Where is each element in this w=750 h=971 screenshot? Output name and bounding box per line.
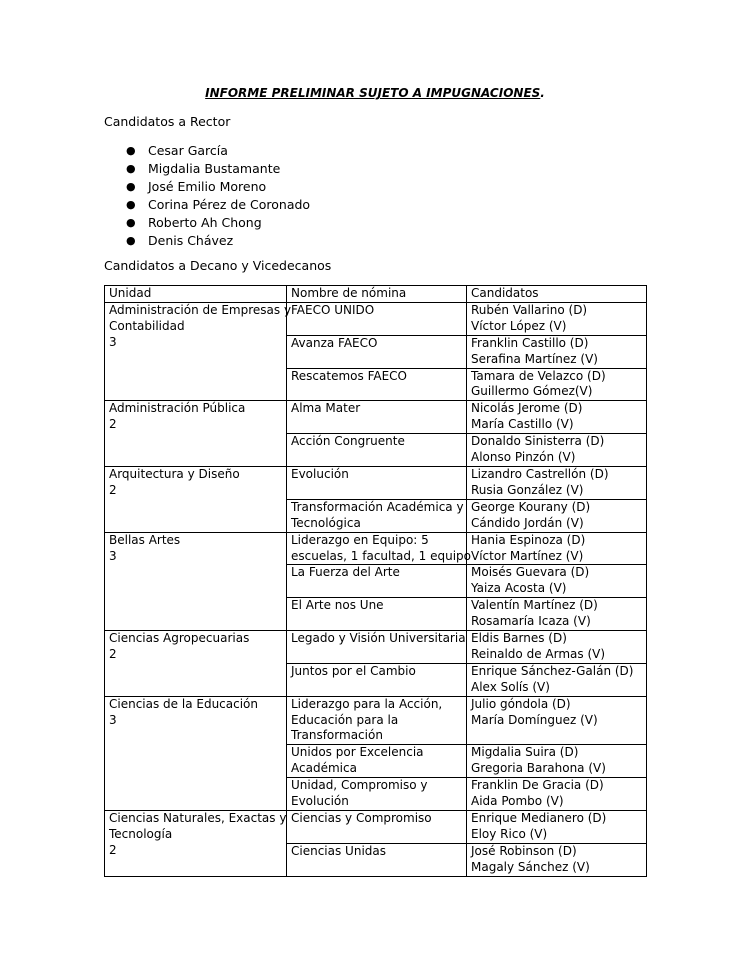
rector-candidate-name: Roberto Ah Chong	[148, 215, 262, 230]
rector-candidate-name: Cesar García	[148, 143, 228, 158]
slate-candidates-cell	[467, 466, 647, 499]
unit-count: 2	[109, 646, 117, 661]
slate-name-cell	[287, 335, 467, 368]
candidate-name: María Domínguez (V)	[471, 712, 598, 727]
unit-count: 2	[109, 482, 117, 497]
candidate-name: María Castillo (V)	[471, 417, 574, 432]
rector-candidate-item	[104, 214, 310, 232]
candidate-name: Alonso Pinzón (V)	[471, 450, 576, 465]
candidate-name: George Kourany (D)	[471, 499, 591, 514]
candidate-name: Valentín Martínez (D)	[471, 598, 598, 613]
candidate-name: José Robinson (D)	[471, 843, 577, 858]
slate-candidates-cell	[467, 532, 647, 565]
unit-name: Administración Pública	[109, 401, 246, 416]
table-row	[105, 466, 647, 499]
slate-name-cell	[287, 598, 467, 631]
bullet-icon: ●	[126, 216, 136, 229]
bullet-icon: ●	[126, 234, 136, 247]
unit-count: 3	[109, 334, 117, 349]
slate-name: El Arte nos Une	[291, 598, 384, 613]
slate-name: Académica	[291, 761, 357, 776]
candidate-name: Moisés Guevara (D)	[471, 565, 590, 580]
unit-cell	[105, 401, 287, 467]
unit-name: Ciencias Agropecuarias	[109, 631, 250, 646]
table-row	[105, 302, 647, 335]
bullet-icon: ●	[126, 180, 136, 193]
unit-count: 3	[109, 712, 117, 727]
unit-name: Ciencias Naturales, Exactas y	[109, 811, 287, 825]
table-row	[105, 811, 647, 844]
slate-candidates-cell	[467, 565, 647, 598]
slate-name-cell	[287, 663, 467, 696]
candidate-name: Aida Pombo (V)	[471, 794, 564, 809]
unit-count: 3	[109, 548, 117, 563]
slate-candidates-cell	[467, 302, 647, 335]
slate-candidates-cell	[467, 335, 647, 368]
slate-name: Educación para la	[291, 712, 399, 727]
slate-name: Liderazgo para la Acción,	[291, 696, 443, 711]
slate-name-cell	[287, 843, 467, 876]
unit-cell	[105, 696, 287, 810]
candidate-name: Rubén Vallarino (D)	[471, 302, 588, 317]
candidate-name: Gregoria Barahona (V)	[471, 761, 606, 776]
slate-name-cell	[287, 434, 467, 467]
rector-candidate-item	[104, 142, 310, 160]
candidates-table	[104, 285, 647, 877]
slate-candidates-cell	[467, 696, 647, 745]
table-header-row	[105, 286, 647, 303]
table-row	[105, 631, 647, 664]
slate-name: La Fuerza del Arte	[291, 565, 400, 580]
candidate-name: Lizandro Castrellón (D)	[471, 466, 609, 481]
table-row	[105, 696, 647, 745]
decano-heading: Candidatos a Decano y Vicedecanos	[104, 258, 332, 273]
slate-candidates-cell	[467, 778, 647, 811]
candidate-name: Eloy Rico (V)	[471, 826, 548, 841]
slate-name-cell	[287, 466, 467, 499]
slate-name-cell	[287, 532, 472, 565]
unit-name: Ciencias de la Educación	[109, 696, 259, 711]
slate-name-cell	[287, 499, 467, 532]
candidate-name: Rusia González (V)	[471, 482, 584, 497]
slate-name-cell	[287, 745, 467, 778]
table-row	[105, 401, 647, 434]
candidate-name: Víctor Martínez (V)	[471, 548, 584, 563]
candidate-name: Nicolás Jerome (D)	[471, 401, 583, 416]
slate-candidates-cell	[467, 368, 647, 401]
candidate-name: Reinaldo de Armas (V)	[471, 646, 606, 661]
unit-cell	[105, 532, 287, 630]
report-title: INFORME PRELIMINAR SUJETO A IMPUGNACIONES.	[205, 86, 545, 100]
slate-name: Evolución	[291, 466, 349, 481]
slate-name: Avanza FAECO	[291, 335, 378, 350]
rector-candidate-name: Denis Chávez	[148, 233, 234, 248]
bullet-icon: ●	[126, 162, 136, 175]
candidate-name: Franklin De Gracia (D)	[471, 778, 604, 793]
unit-cell	[105, 302, 292, 400]
unit-count: 2	[109, 417, 117, 432]
candidate-name: Enrique Sánchez-Galán (D)	[471, 663, 634, 678]
slate-name: Ciencias Unidas	[291, 843, 386, 858]
slate-name-cell	[287, 811, 467, 844]
slate-name-cell	[287, 368, 467, 401]
candidate-name: Enrique Medianero (D)	[471, 811, 607, 825]
slate-name: Rescatemos FAECO	[291, 368, 407, 383]
rector-heading: Candidatos a Rector	[104, 114, 231, 129]
candidate-name: Franklin Castillo (D)	[471, 335, 589, 350]
rector-candidate-item	[104, 178, 310, 196]
candidate-name: Alex Solís (V)	[471, 679, 550, 694]
candidate-name: Migdalia Suira (D)	[471, 745, 579, 760]
header-unidad: Unidad	[105, 286, 287, 303]
rector-candidate-name: José Emilio Moreno	[148, 179, 267, 194]
slate-name-cell	[287, 401, 467, 434]
slate-candidates-cell	[467, 811, 647, 844]
header-nomina: Nombre de nómina	[287, 286, 467, 303]
candidate-name: Julio góndola (D)	[471, 696, 571, 711]
slate-name: Transformación Académica y	[291, 499, 464, 514]
slate-name: Juntos por el Cambio	[291, 663, 416, 678]
slate-name: FAECO UNIDO	[291, 302, 375, 317]
slate-name-cell	[287, 696, 467, 745]
candidate-name: Cándido Jordán (V)	[471, 515, 584, 530]
slate-candidates-cell	[467, 631, 647, 664]
candidate-name: Rosamaría Icaza (V)	[471, 614, 591, 629]
slate-name: Alma Mater	[291, 401, 361, 416]
slate-name-cell	[287, 778, 467, 811]
rector-candidate-item	[104, 232, 310, 250]
unit-name: Arquitectura y Diseño	[109, 466, 240, 481]
slate-name: Legado y Visión Universitaria	[291, 631, 466, 646]
slate-name: Liderazgo en Equipo: 5	[291, 532, 429, 547]
unit-cell	[105, 631, 287, 697]
unit-name: Administración de Empresas y	[109, 302, 292, 317]
slate-name-cell	[287, 302, 467, 335]
bullet-icon: ●	[126, 144, 136, 157]
candidate-name: Hania Espinoza (D)	[471, 532, 586, 547]
slate-name: Unidad, Compromiso y	[291, 778, 428, 793]
slate-name-cell	[287, 565, 467, 598]
rector-candidate-list	[104, 142, 310, 250]
unit-cell	[105, 466, 287, 532]
slate-name: Tecnológica	[291, 515, 361, 530]
unit-cell	[105, 811, 287, 877]
slate-name: Transformación	[291, 728, 383, 743]
candidate-name: Guillermo Gómez(V)	[471, 384, 593, 399]
candidate-name: Yaiza Acosta (V)	[471, 581, 567, 596]
slate-name: Evolución	[291, 794, 349, 809]
candidate-name: Víctor López (V)	[471, 318, 567, 333]
slate-name: Acción Congruente	[291, 434, 405, 449]
candidate-name: Magaly Sánchez (V)	[471, 859, 590, 874]
table-body	[105, 302, 647, 876]
unit-name: Tecnología	[109, 826, 173, 841]
candidate-name: Eldis Barnes (D)	[471, 631, 567, 646]
rector-candidate-item	[104, 196, 310, 214]
rector-candidate-item	[104, 160, 310, 178]
candidate-name: Serafina Martínez (V)	[471, 351, 598, 366]
slate-candidates-cell	[467, 401, 647, 434]
rector-candidate-name: Migdalia Bustamante	[148, 161, 281, 176]
bullet-icon: ●	[126, 198, 136, 211]
slate-candidates-cell	[467, 434, 647, 467]
slate-candidates-cell	[467, 843, 647, 876]
candidate-name: Donaldo Sinisterra (D)	[471, 434, 605, 449]
slate-name-cell	[287, 631, 467, 664]
slate-name: escuelas, 1 facultad, 1 equipo	[291, 548, 472, 563]
slate-candidates-cell	[467, 499, 647, 532]
rector-candidate-name: Corina Pérez de Coronado	[148, 197, 311, 212]
unit-name: Contabilidad	[109, 318, 185, 333]
slate-name: Unidos por Excelencia	[291, 745, 424, 760]
slate-candidates-cell	[467, 663, 647, 696]
unit-count: 2	[109, 842, 117, 857]
table-row	[105, 532, 647, 565]
slate-name: Ciencias y Compromiso	[291, 811, 432, 825]
header-candidatos: Candidatos	[467, 286, 647, 303]
candidate-name: Tamara de Velazco (D)	[471, 368, 606, 383]
unit-name: Bellas Artes	[109, 532, 181, 547]
slate-candidates-cell	[467, 598, 647, 631]
slate-candidates-cell	[467, 745, 647, 778]
